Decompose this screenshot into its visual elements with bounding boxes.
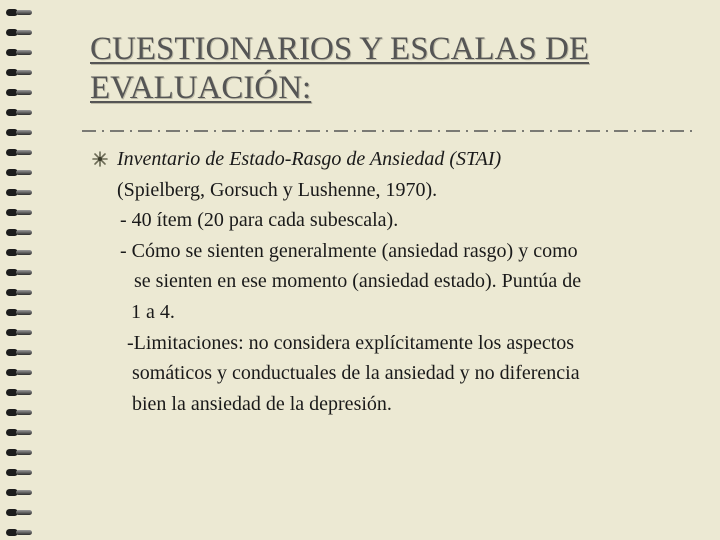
binder-ring xyxy=(6,408,32,417)
slide-title xyxy=(90,30,700,108)
binder-ring xyxy=(6,528,32,537)
binder-ring xyxy=(6,388,32,397)
binder-ring xyxy=(6,488,32,497)
binder-ring xyxy=(6,468,32,477)
text-line: se sienten en ese momento (ansiedad estado). Puntúa de xyxy=(134,270,582,293)
binder-ring xyxy=(6,328,32,337)
binder-ring xyxy=(6,148,32,157)
text-line: bien la ansiedad de la depresión. xyxy=(132,392,392,415)
binder-ring xyxy=(6,228,32,237)
binder-ring xyxy=(6,48,32,57)
binder-ring xyxy=(6,8,32,17)
bullet-heading: Inventario de Estado-Rasgo de Ansiedad (STAI) xyxy=(117,148,502,170)
binder-ring xyxy=(6,348,32,357)
binder-ring xyxy=(6,368,32,377)
binder-ring xyxy=(6,268,32,277)
binder-ring xyxy=(6,168,32,177)
binder-ring xyxy=(6,308,32,317)
binder-ring xyxy=(6,28,32,37)
dash-dot-divider xyxy=(82,129,697,133)
binder-ring xyxy=(6,188,32,197)
text-line: (Spielberg, Gorsuch y Lushenne, 1970). xyxy=(117,178,438,201)
text-line: 1 a 4. xyxy=(131,300,175,323)
title-line-2: EVALUACIÓN: xyxy=(90,69,312,106)
binder-rings xyxy=(0,0,40,540)
text-line: - 40 ítem (20 para cada subescala). xyxy=(120,209,399,232)
binder-ring xyxy=(6,108,32,117)
binder-ring xyxy=(6,128,32,137)
binder-ring xyxy=(6,288,32,297)
title-line-1: CUESTIONARIOS Y ESCALAS DE xyxy=(90,31,589,67)
binder-ring xyxy=(6,248,32,257)
text-line: - Cómo se sienten generalmente (ansiedad rasgo) y como xyxy=(120,239,578,262)
binder-ring xyxy=(6,508,32,517)
binder-ring xyxy=(6,428,32,437)
text-line: somáticos y conductuales de la ansiedad y no diferencia xyxy=(132,362,580,385)
bullet-text xyxy=(117,144,697,419)
text-line: -Limitaciones: no considera explícitamente los aspectos xyxy=(127,331,575,354)
binder-ring xyxy=(6,448,32,457)
binder-ring xyxy=(6,208,32,217)
binder-ring xyxy=(6,68,32,77)
star-bullet-icon xyxy=(92,151,108,167)
binder-ring xyxy=(6,88,32,97)
